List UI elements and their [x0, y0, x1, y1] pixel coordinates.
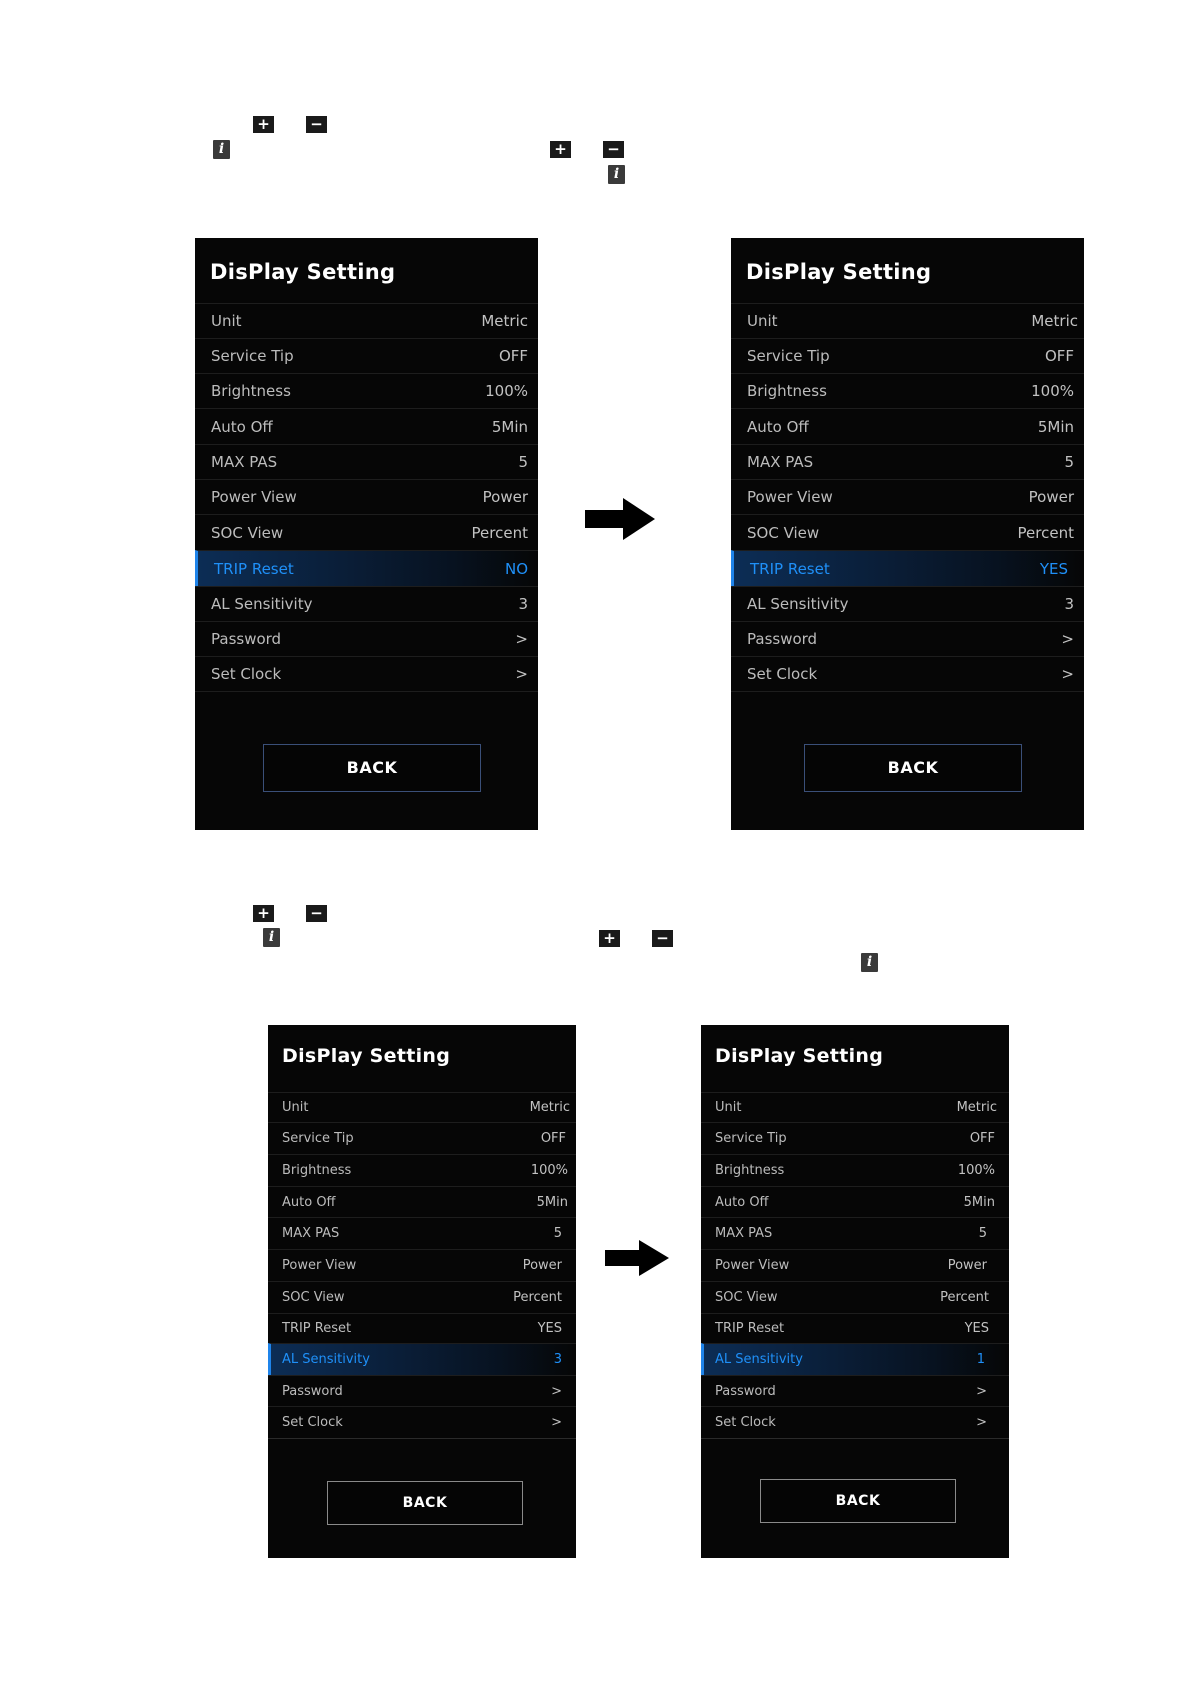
row-value: 100% [530, 1163, 568, 1178]
minus-key-icon: − [603, 141, 624, 158]
row-label: TRIP Reset [715, 1321, 785, 1336]
row-value: YES [537, 1321, 562, 1336]
row-value: YES [1039, 559, 1068, 578]
row-al-sensitivity[interactable] [195, 586, 538, 621]
row-label: AL Sensitivity [715, 1352, 803, 1367]
screen-title: DisPlay Setting [715, 1045, 884, 1067]
chevron-right-icon: > [976, 1415, 987, 1430]
row-value: OFF [498, 347, 528, 365]
row-label: MAX PAS [715, 1226, 773, 1241]
row-trip-reset[interactable] [268, 1313, 576, 1343]
row-value: Power [522, 1258, 562, 1273]
row-label: Unit [747, 312, 778, 330]
row-label: Password [282, 1383, 343, 1399]
row-power-view[interactable] [701, 1249, 1009, 1281]
info-key-icon: i [263, 928, 280, 947]
row-label: Service Tip [211, 347, 294, 365]
row-label: Auto Off [715, 1194, 769, 1210]
row-value: OFF [1044, 347, 1074, 365]
row-value: Power [482, 488, 528, 506]
row-value: Metric [529, 1100, 570, 1115]
row-service-tip[interactable] [731, 338, 1084, 373]
screen-title: DisPlay Setting [746, 260, 932, 284]
row-label: SOC View [211, 523, 284, 542]
info-key-icon: i [608, 165, 625, 184]
row-label: Unit [715, 1100, 742, 1115]
row-value: YES [964, 1321, 989, 1336]
row-brightness[interactable] [731, 373, 1084, 408]
row-unit[interactable] [268, 1092, 576, 1122]
row-value: 5Min [491, 417, 528, 436]
row-soc-view[interactable] [195, 514, 538, 550]
row-value: NO [504, 559, 528, 578]
row-al-sensitivity[interactable] [731, 586, 1084, 621]
row-set-clock[interactable] [701, 1406, 1009, 1439]
row-label: MAX PAS [747, 453, 814, 471]
row-service-tip[interactable] [195, 338, 538, 373]
display-setting-screen-4 [701, 1025, 1009, 1558]
row-value: 5Min [1037, 417, 1074, 436]
row-value: Power [947, 1258, 987, 1273]
row-label: Power View [282, 1258, 357, 1273]
row-auto-off[interactable] [268, 1186, 576, 1217]
row-service-tip[interactable] [268, 1122, 576, 1154]
row-password[interactable] [731, 621, 1084, 656]
row-unit[interactable] [701, 1092, 1009, 1122]
row-password[interactable] [195, 621, 538, 656]
row-label: Brightness [747, 382, 827, 400]
row-label: Set Clock [747, 665, 818, 683]
chevron-right-icon: > [551, 1383, 562, 1399]
row-label: Password [211, 630, 282, 648]
row-label: Unit [282, 1100, 309, 1115]
row-label: Brightness [715, 1163, 785, 1178]
row-unit[interactable] [731, 303, 1084, 338]
row-value: 3 [553, 1352, 562, 1367]
row-label: Brightness [211, 382, 291, 400]
row-soc-view[interactable] [731, 514, 1084, 550]
info-key-icon: i [861, 953, 878, 972]
plus-key-icon: + [599, 930, 620, 947]
row-label: TRIP Reset [282, 1321, 352, 1336]
back-button[interactable]: BACK [327, 1481, 523, 1525]
row-password[interactable] [701, 1375, 1009, 1406]
row-soc-view[interactable] [268, 1281, 576, 1313]
row-value: Metric [481, 312, 528, 330]
row-value: 5 [553, 1226, 562, 1241]
row-value: 5 [1064, 453, 1074, 471]
back-button[interactable]: BACK [804, 744, 1022, 792]
row-brightness[interactable] [268, 1154, 576, 1186]
row-label: Service Tip [282, 1131, 354, 1146]
chevron-right-icon: > [1061, 665, 1074, 683]
chevron-right-icon: > [1061, 630, 1074, 648]
row-value: OFF [969, 1131, 995, 1146]
row-value: 3 [1064, 595, 1074, 613]
row-value: Percent [940, 1290, 989, 1305]
row-label: Password [747, 630, 818, 648]
row-value: Percent [513, 1290, 562, 1305]
row-value: Percent [1017, 523, 1074, 542]
minus-key-icon: − [652, 930, 673, 947]
row-soc-view[interactable] [701, 1281, 1009, 1313]
row-set-clock[interactable] [268, 1406, 576, 1439]
row-value: Metric [956, 1100, 997, 1115]
row-label: TRIP Reset [214, 559, 294, 578]
row-label: MAX PAS [282, 1226, 340, 1241]
row-label: Service Tip [715, 1131, 787, 1146]
row-label: Set Clock [282, 1415, 343, 1430]
row-value: 100% [1031, 382, 1074, 400]
row-value: 100% [485, 382, 528, 400]
row-label: Set Clock [211, 665, 282, 683]
row-label: Power View [747, 488, 833, 506]
row-label: MAX PAS [211, 453, 278, 471]
row-label: SOC View [747, 523, 820, 542]
minus-key-icon: − [306, 905, 327, 922]
info-key-icon: i [213, 140, 230, 159]
row-value: 1 [976, 1352, 985, 1367]
row-password[interactable] [268, 1375, 576, 1406]
row-label: TRIP Reset [750, 559, 830, 578]
row-value: 3 [518, 595, 528, 613]
screen-title: DisPlay Setting [210, 260, 396, 284]
row-max-pas[interactable] [701, 1217, 1009, 1249]
row-label: Auto Off [747, 417, 809, 436]
row-label: Auto Off [282, 1194, 336, 1210]
plus-key-icon: + [253, 905, 274, 922]
row-value: 5 [978, 1226, 987, 1241]
right-arrow-icon [605, 1240, 669, 1276]
minus-key-icon: − [306, 116, 327, 133]
display-setting-screen-2 [731, 238, 1084, 830]
row-label: Brightness [282, 1163, 352, 1178]
row-value: Power [1028, 488, 1074, 506]
row-max-pas[interactable] [731, 444, 1084, 479]
back-button[interactable]: BACK [760, 1479, 956, 1523]
row-power-view[interactable] [195, 479, 538, 514]
row-al-sensitivity[interactable] [268, 1343, 576, 1375]
row-value: Percent [471, 523, 528, 542]
row-trip-reset[interactable] [701, 1313, 1009, 1343]
row-value: 5Min [536, 1194, 568, 1210]
chevron-right-icon: > [976, 1383, 987, 1399]
row-brightness[interactable] [701, 1154, 1009, 1186]
row-label: Power View [211, 488, 297, 506]
row-auto-off[interactable] [701, 1186, 1009, 1217]
row-power-view[interactable] [268, 1249, 576, 1281]
row-value: 5 [518, 453, 528, 471]
row-max-pas[interactable] [268, 1217, 576, 1249]
row-trip-reset[interactable] [195, 550, 538, 586]
row-label: Unit [211, 312, 242, 330]
chevron-right-icon: > [515, 630, 528, 648]
chevron-right-icon: > [515, 665, 528, 683]
row-label: AL Sensitivity [211, 595, 313, 613]
screen-title: DisPlay Setting [282, 1045, 451, 1067]
row-label: Set Clock [715, 1415, 776, 1430]
row-power-view[interactable] [731, 479, 1084, 514]
row-value: 5Min [963, 1194, 995, 1210]
row-auto-off[interactable] [195, 408, 538, 444]
row-trip-reset[interactable] [731, 550, 1084, 586]
row-value: OFF [540, 1131, 566, 1146]
row-value: 100% [957, 1163, 995, 1178]
chevron-right-icon: > [551, 1415, 562, 1430]
plus-key-icon: + [253, 116, 274, 133]
row-set-clock[interactable] [731, 656, 1084, 692]
row-label: Auto Off [211, 417, 273, 436]
display-setting-screen-1 [195, 238, 538, 830]
plus-key-icon: + [550, 141, 571, 158]
right-arrow-icon [585, 498, 655, 540]
row-label: Power View [715, 1258, 790, 1273]
back-button[interactable]: BACK [263, 744, 481, 792]
row-label: AL Sensitivity [282, 1352, 370, 1367]
row-set-clock[interactable] [195, 656, 538, 692]
display-setting-screen-3 [268, 1025, 576, 1558]
row-label: SOC View [282, 1290, 345, 1305]
row-value: Metric [1031, 312, 1078, 330]
row-label: Password [715, 1383, 776, 1399]
row-service-tip[interactable] [701, 1122, 1009, 1154]
row-unit[interactable] [195, 303, 538, 338]
row-brightness[interactable] [195, 373, 538, 408]
row-label: SOC View [715, 1290, 778, 1305]
row-max-pas[interactable] [195, 444, 538, 479]
row-al-sensitivity[interactable] [701, 1343, 1009, 1375]
row-label: Service Tip [747, 347, 830, 365]
row-auto-off[interactable] [731, 408, 1084, 444]
row-label: AL Sensitivity [747, 595, 849, 613]
